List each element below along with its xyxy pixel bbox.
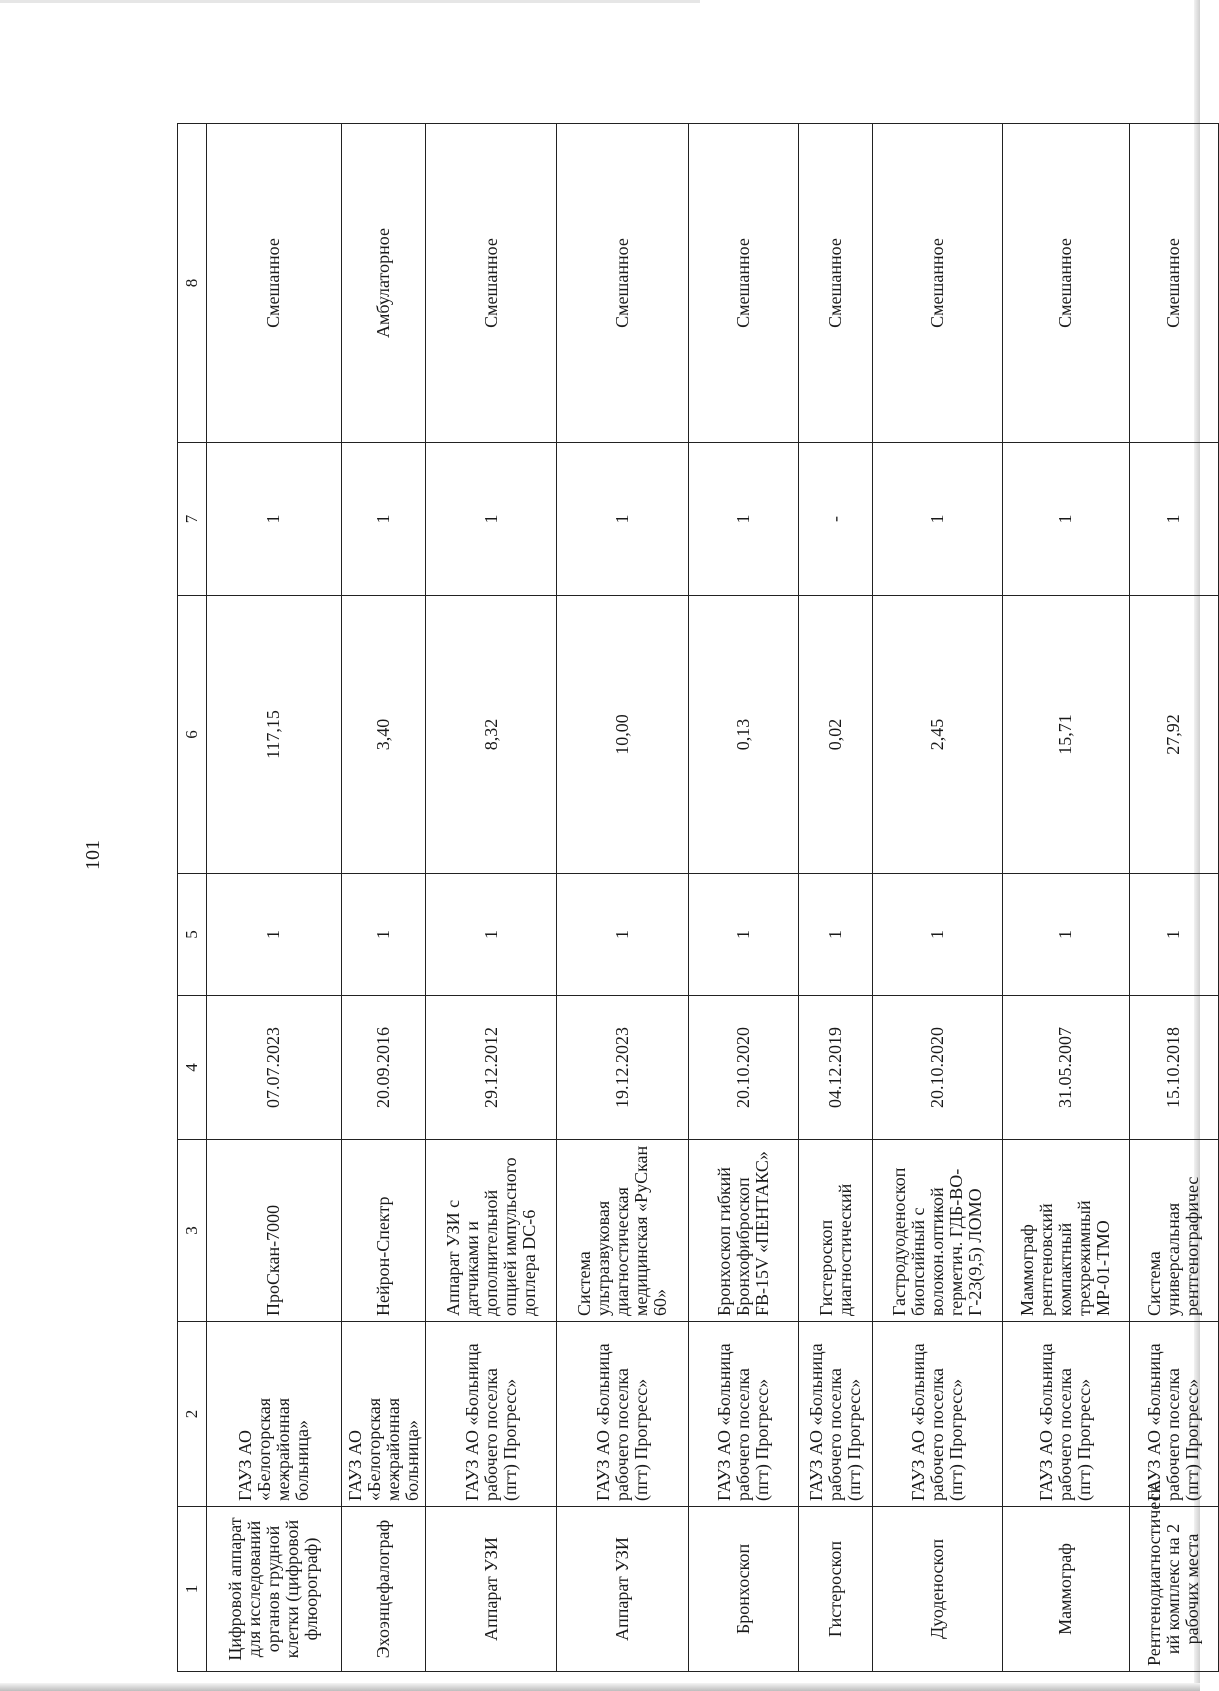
organization-cell: ГАУЗ АО «Больница рабочего поселка (пгт) Прогресс» (799, 1322, 873, 1507)
count-cell: 1 (342, 443, 426, 596)
equipment-type-cell: Аппарат УЗИ (557, 1507, 688, 1672)
table-row (799, 124, 873, 1672)
organization-cell: ГАУЗ АО «Больница рабочего поселка (пгт) Прогресс» (1002, 1322, 1129, 1507)
count-cell: - (799, 443, 873, 596)
mode-cell: Смешанное (873, 124, 1002, 443)
quantity-cell: 1 (426, 874, 557, 996)
quantity-cell: 1 (688, 874, 798, 996)
date-cell: 19.12.2023 (557, 996, 688, 1140)
value-cell: 10,00 (557, 596, 688, 874)
date-cell: 20.09.2016 (342, 996, 426, 1140)
mode-cell: Смешанное (206, 124, 342, 443)
column-header: 2 (178, 1322, 207, 1507)
count-cell: 1 (688, 443, 798, 596)
quantity-cell: 1 (799, 874, 873, 996)
equipment-type-cell: Маммограф (1002, 1507, 1129, 1672)
mode-cell: Смешанное (688, 124, 798, 443)
organization-cell: ГАУЗ АО «Больница рабочего поселка (пгт) Прогресс» (873, 1322, 1002, 1507)
column-header: 6 (178, 596, 207, 874)
page-number: 101 (82, 840, 104, 870)
organization-cell: ГАУЗ АО «Больница рабочего поселка (пгт) Прогресс» (426, 1322, 557, 1507)
column-header: 8 (178, 124, 207, 443)
quantity-cell: 1 (206, 874, 342, 996)
equipment-type-cell: Гистероскоп (799, 1507, 873, 1672)
date-cell: 20.10.2020 (873, 996, 1002, 1140)
date-cell: 15.10.2018 (1129, 996, 1218, 1140)
date-cell: 29.12.2012 (426, 996, 557, 1140)
count-cell: 1 (206, 443, 342, 596)
model-cell: Гистероскоп диагностический (799, 1140, 873, 1322)
model-cell: Маммограф рентгеновский компактный трехрежимный МР-01-ТМО (1002, 1140, 1129, 1322)
model-cell: Бронхоскоп гибкий Бронхофиброскоп FB-15V «ПЕНТАКС» (688, 1140, 798, 1322)
equipment-type-cell: Бронхоскоп (688, 1507, 798, 1672)
count-cell: 1 (1002, 443, 1129, 596)
value-cell: 27,92 (1129, 596, 1218, 874)
quantity-cell: 1 (1002, 874, 1129, 996)
mode-cell: Смешанное (1129, 124, 1218, 443)
mode-cell: Смешанное (799, 124, 873, 443)
value-cell: 0,13 (688, 596, 798, 874)
quantity-cell: 1 (342, 874, 426, 996)
table-row (1129, 124, 1218, 1672)
value-cell: 3,40 (342, 596, 426, 874)
quantity-cell: 1 (873, 874, 1002, 996)
column-header: 3 (178, 1140, 207, 1322)
table-row (206, 124, 342, 1672)
quantity-cell: 1 (1129, 874, 1218, 996)
count-cell: 1 (426, 443, 557, 596)
equipment-type-cell: Эхоэнцефалограф (342, 1507, 426, 1672)
table-row (342, 124, 426, 1672)
date-cell: 04.12.2019 (799, 996, 873, 1140)
organization-cell: ГАУЗ АО «Белогорская межрайонная больница» (342, 1322, 426, 1507)
table-header-row (178, 124, 207, 1672)
equipment-type-cell: Дуоденоскоп (873, 1507, 1002, 1672)
equipment-type-cell: Цифровой аппарат для исследований органов грудной клетки (цифровой флюорограф) (206, 1507, 342, 1672)
mode-cell: Смешанное (426, 124, 557, 443)
date-cell: 20.10.2020 (688, 996, 798, 1140)
date-cell: 31.05.2007 (1002, 996, 1129, 1140)
organization-cell: ГАУЗ АО «Больница рабочего поселка (пгт) Прогресс» (557, 1322, 688, 1507)
table-row (426, 124, 557, 1672)
mode-cell: Амбулаторное (342, 124, 426, 443)
column-header: 4 (178, 996, 207, 1140)
model-cell: Аппарат УЗИ с датчиками и дополнительной опцией импульсного доплера DC-6 (426, 1140, 557, 1322)
model-cell: Система универсальная рентгенографичес (1129, 1140, 1218, 1322)
organization-cell: ГАУЗ АО «Больница рабочего поселка (пгт) Прогресс» (688, 1322, 798, 1507)
scan-edge-bottom (0, 1683, 1200, 1691)
table-row (1002, 124, 1129, 1672)
value-cell: 15,71 (1002, 596, 1129, 874)
count-cell: 1 (1129, 443, 1218, 596)
organization-cell: ГАУЗ АО «Больница рабочего поселка (пгт) Прогресс» (1129, 1322, 1218, 1507)
rotated-table-container (177, 124, 1219, 1672)
model-cell: Нейрон-Спектр (342, 1140, 426, 1322)
scan-edge-top (0, 0, 700, 3)
value-cell: 117,15 (206, 596, 342, 874)
value-cell: 2,45 (873, 596, 1002, 874)
model-cell: Гастродуоденоскоп биопсийный с волокон.оптикой герметич. ГДБ-ВО-Г-23(9,5) ЛОМО (873, 1140, 1002, 1322)
mode-cell: Смешанное (1002, 124, 1129, 443)
column-header: 7 (178, 443, 207, 596)
value-cell: 8,32 (426, 596, 557, 874)
quantity-cell: 1 (557, 874, 688, 996)
date-cell: 07.07.2023 (206, 996, 342, 1140)
table-row (557, 124, 688, 1672)
equipment-type-cell: Рентгенодиагностическ ий комплекс на 2 рабочих места (1129, 1507, 1218, 1672)
count-cell: 1 (873, 443, 1002, 596)
model-cell: ПроСкан-7000 (206, 1140, 342, 1322)
value-cell: 0,02 (799, 596, 873, 874)
column-header: 1 (178, 1507, 207, 1672)
equipment-type-cell: Аппарат УЗИ (426, 1507, 557, 1672)
table-row (688, 124, 798, 1672)
count-cell: 1 (557, 443, 688, 596)
table-row (873, 124, 1002, 1672)
equipment-table (177, 123, 1219, 1672)
column-header: 5 (178, 874, 207, 996)
mode-cell: Смешанное (557, 124, 688, 443)
organization-cell: ГАУЗ АО «Белогорская межрайонная больница» (206, 1322, 342, 1507)
model-cell: Система ультразвуковая диагностическая медицинская «РуСкан 60» (557, 1140, 688, 1322)
